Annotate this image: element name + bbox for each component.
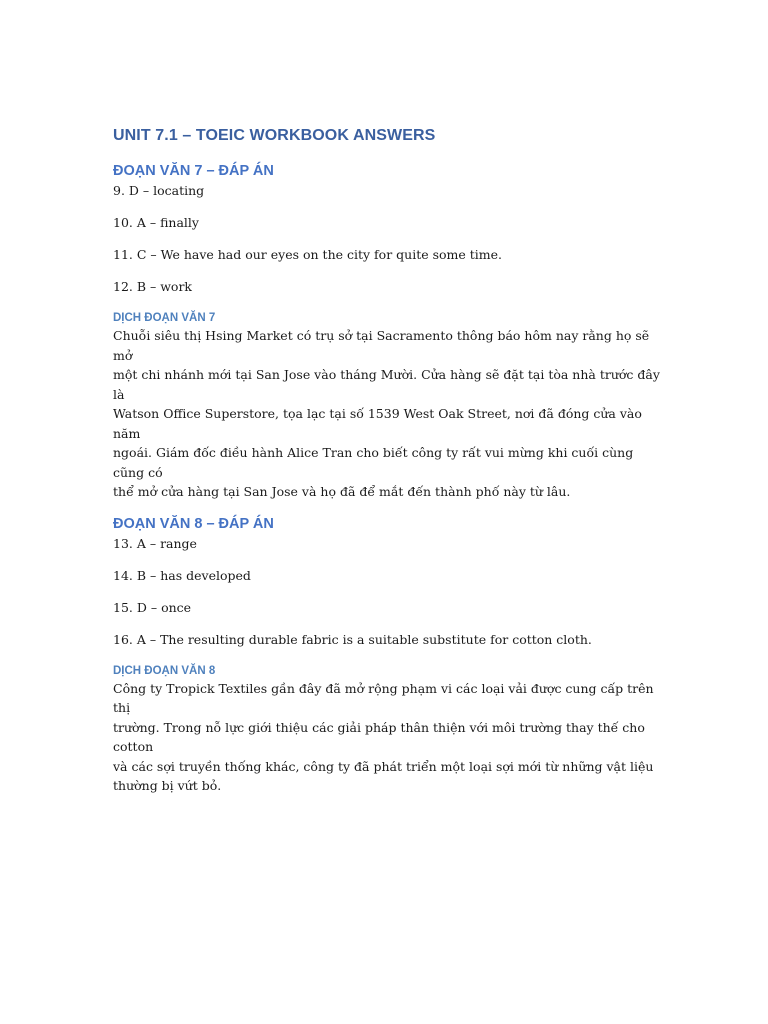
paragraph-line: thường bị vứt bỏ. <box>113 778 222 793</box>
answer-item: 12. B – work <box>113 279 193 294</box>
section-heading-answers-7: ĐOẠN VĂN 7 – ĐÁP ÁN <box>113 163 274 179</box>
document-page <box>113 124 663 796</box>
paragraph-line: Công ty Tropick Textiles gần đây đã mở rộng phạm vi các loại vải được cung cấp trên thị <box>113 680 654 715</box>
answer-item: 9. D – locating <box>113 183 205 198</box>
translation-paragraph-7 <box>113 326 663 502</box>
paragraph-line: một chi nhánh mới tại San Jose vào tháng Mười. Cửa hàng sẽ đặt tại tòa nhà trước đây là <box>113 367 660 402</box>
paragraph-line: ngoái. Giám đốc điều hành Alice Tran cho biết công ty rất vui mừng khi cuối cùng cũng có <box>113 445 634 480</box>
answer-item: 11. C – We have had our eyes on the city for quite some time. <box>113 247 503 262</box>
answer-item: 13. A – range <box>113 535 197 551</box>
translation-heading-7: DỊCH ĐOẠN VĂN 7 <box>113 312 216 324</box>
paragraph-line: Chuỗi siêu thị Hsing Market có trụ sở tại Sacramento thông báo hôm nay rằng họ sẽ mở <box>113 328 650 363</box>
answer-item: 15. D – once <box>113 599 192 615</box>
paragraph-line: thể mở cửa hàng tại San Jose và họ đã để mắt đến thành phố này từ lâu. <box>113 484 571 499</box>
answer-item: 16. A – The resulting durable fabric is a suitable substitute for cotton cloth. <box>113 631 592 647</box>
section-passage-7 <box>113 161 663 502</box>
document-title: UNIT 7.1 – TOEIC WORKBOOK ANSWERS <box>113 127 436 144</box>
paragraph-line: và các sợi truyền thống khác, công ty đã phát triển một loại sợi mới từ những vật liệu <box>113 758 654 774</box>
translation-heading-8: DỊCH ĐOẠN VĂN 8 <box>113 664 216 677</box>
paragraph-line: Watson Office Superstore, tọa lạc tại số 1539 West Oak Street, nơi đã đóng cửa vào năm <box>113 406 642 441</box>
answer-item: 14. B – has developed <box>113 567 251 583</box>
translation-paragraph-8 <box>113 679 663 796</box>
section-passage-8 <box>113 514 663 796</box>
section-heading-answers-8: ĐOẠN VĂN 8 – ĐÁP ÁN <box>113 515 274 532</box>
answer-item: 10. A – finally <box>113 215 199 230</box>
paragraph-line: trường. Trong nỗ lực giới thiệu các giải pháp thân thiện với môi trường thay thế cho cotton <box>113 719 645 754</box>
